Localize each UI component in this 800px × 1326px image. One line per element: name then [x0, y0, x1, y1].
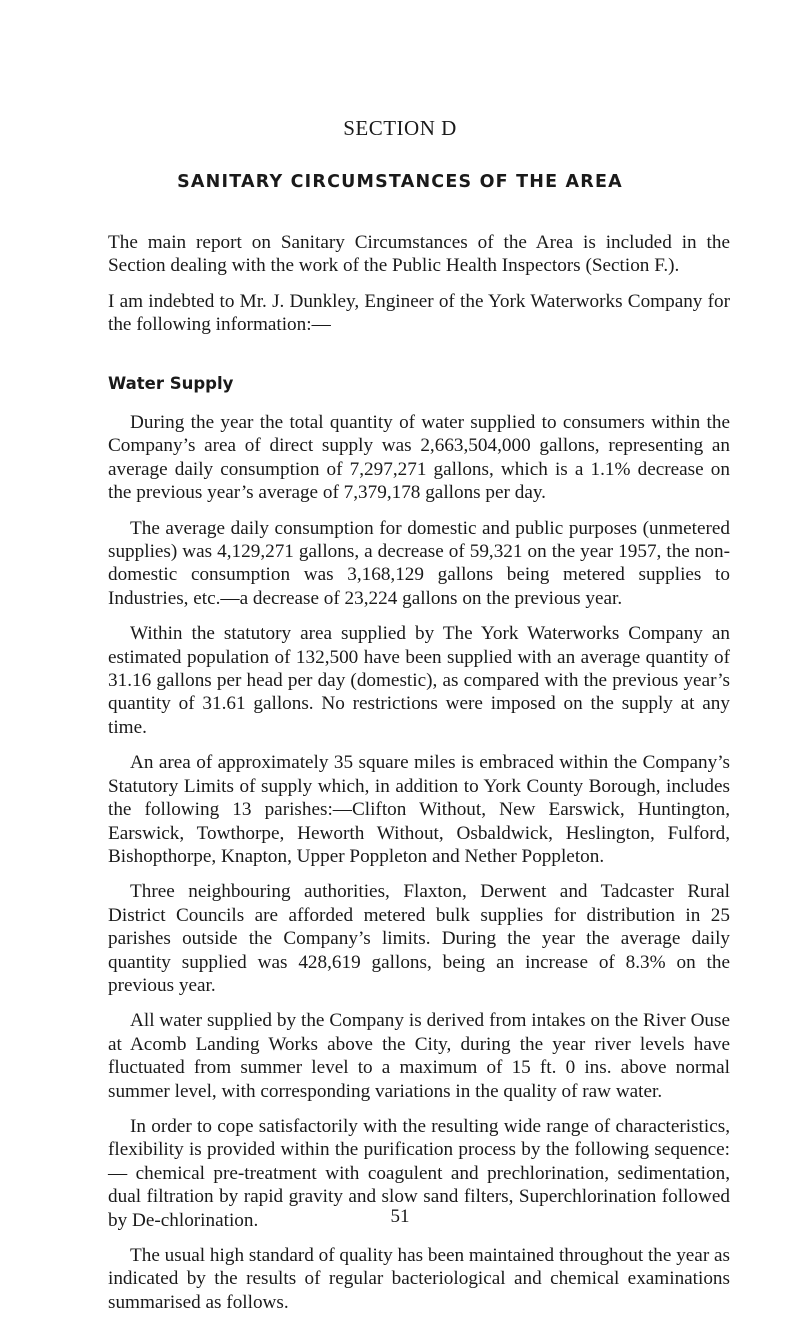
section-label: SECTION D: [343, 116, 457, 140]
body-paragraph: Three neighbouring authorities, Flaxton, Derwent and Tadcaster Rural District Councils are afforded metered bulk supplies for distribution in 25 parishes outside the Company’s limits. During the year the average daily quantity supplied was 428,619 gallons, being an increase of 8.3% on the previous year.: [108, 881, 730, 996]
body-paragraph: All water supplied by the Company is derived from intakes on the River Ouse at Acomb Landing Works above the City, during the year river levels have fluctuated from summer level to a maximum of 15 ft. 0 ins. above normal summer level, with corresponding variations in the quality of raw water.: [108, 1010, 730, 1102]
body-paragraph: The average daily consumption for domestic and public purposes (unmetered supplies) was 4,129,271 gallons, a decrease of 59,321 on the year 1957, the non-domestic consumption was 3,168,129 gallons being metered supplies to Industries, etc.—a decrease of 23,224 gallons on the previous year.: [108, 517, 730, 609]
body-paragraph: During the year the total quantity of water supplied to consumers within the Company’s area of direct supply was 2,663,504,000 gallons, representing an average daily consumption of 7,297,271 gallons, which is a 1.1% decrease on the previous year’s average of 7,379,178 gallons per day.: [108, 412, 730, 504]
body-paragraph: In order to cope satisfactorily with the resulting wide range of characteristics, flexibility is provided within the purification process by the following sequence:— chemical pre-treatment with coagulent and prechlorination, sedimentation, dual filtration by rapid gravity and slow sand filters, Superchlorination followed by De-chlorination.: [108, 1115, 730, 1231]
intro-block: [108, 231, 730, 349]
water-supply-block: [108, 411, 730, 1326]
body-paragraph: The usual high standard of quality has been maintained throughout the year as indicated by the results of regular bacteriological and chemical examinations summarised as follows.: [108, 1245, 730, 1313]
body-paragraph: An area of approximately 35 square miles is embraced within the Company’s Statutory Limits of supply which, in addition to York County Borough, includes the following 13 parishes:—Clifton Without, New Earswick, Huntington, Earswick, Towthorpe, Heworth Without, Osbaldwick, Heslington, Fulford, Bishopthorpe, Knapton, Upper Poppleton and Nether Poppleton.: [108, 752, 730, 867]
body-paragraph: Within the statutory area supplied by The York Waterworks Company an estimated population of 132,500 have been supplied with an average quantity of 31.16 gallons per head per day (domestic), as compared with the previous year’s quantity of 31.61 gallons. No restrictions were imposed on the supply at any time.: [108, 623, 730, 738]
water-supply-heading: Water Supply: [108, 374, 234, 393]
page-title: SANITARY CIRCUMSTANCES OF THE AREA: [177, 172, 623, 192]
intro-paragraph: The main report on Sanitary Circumstances of the Area is included in the Section dealing with the work of the Public Health Inspectors (Section F.).: [108, 232, 730, 277]
page-number: 51: [390, 1206, 410, 1227]
intro-paragraph: I am indebted to Mr. J. Dunkley, Engineer of the York Waterworks Company for the following information:—: [108, 290, 730, 336]
